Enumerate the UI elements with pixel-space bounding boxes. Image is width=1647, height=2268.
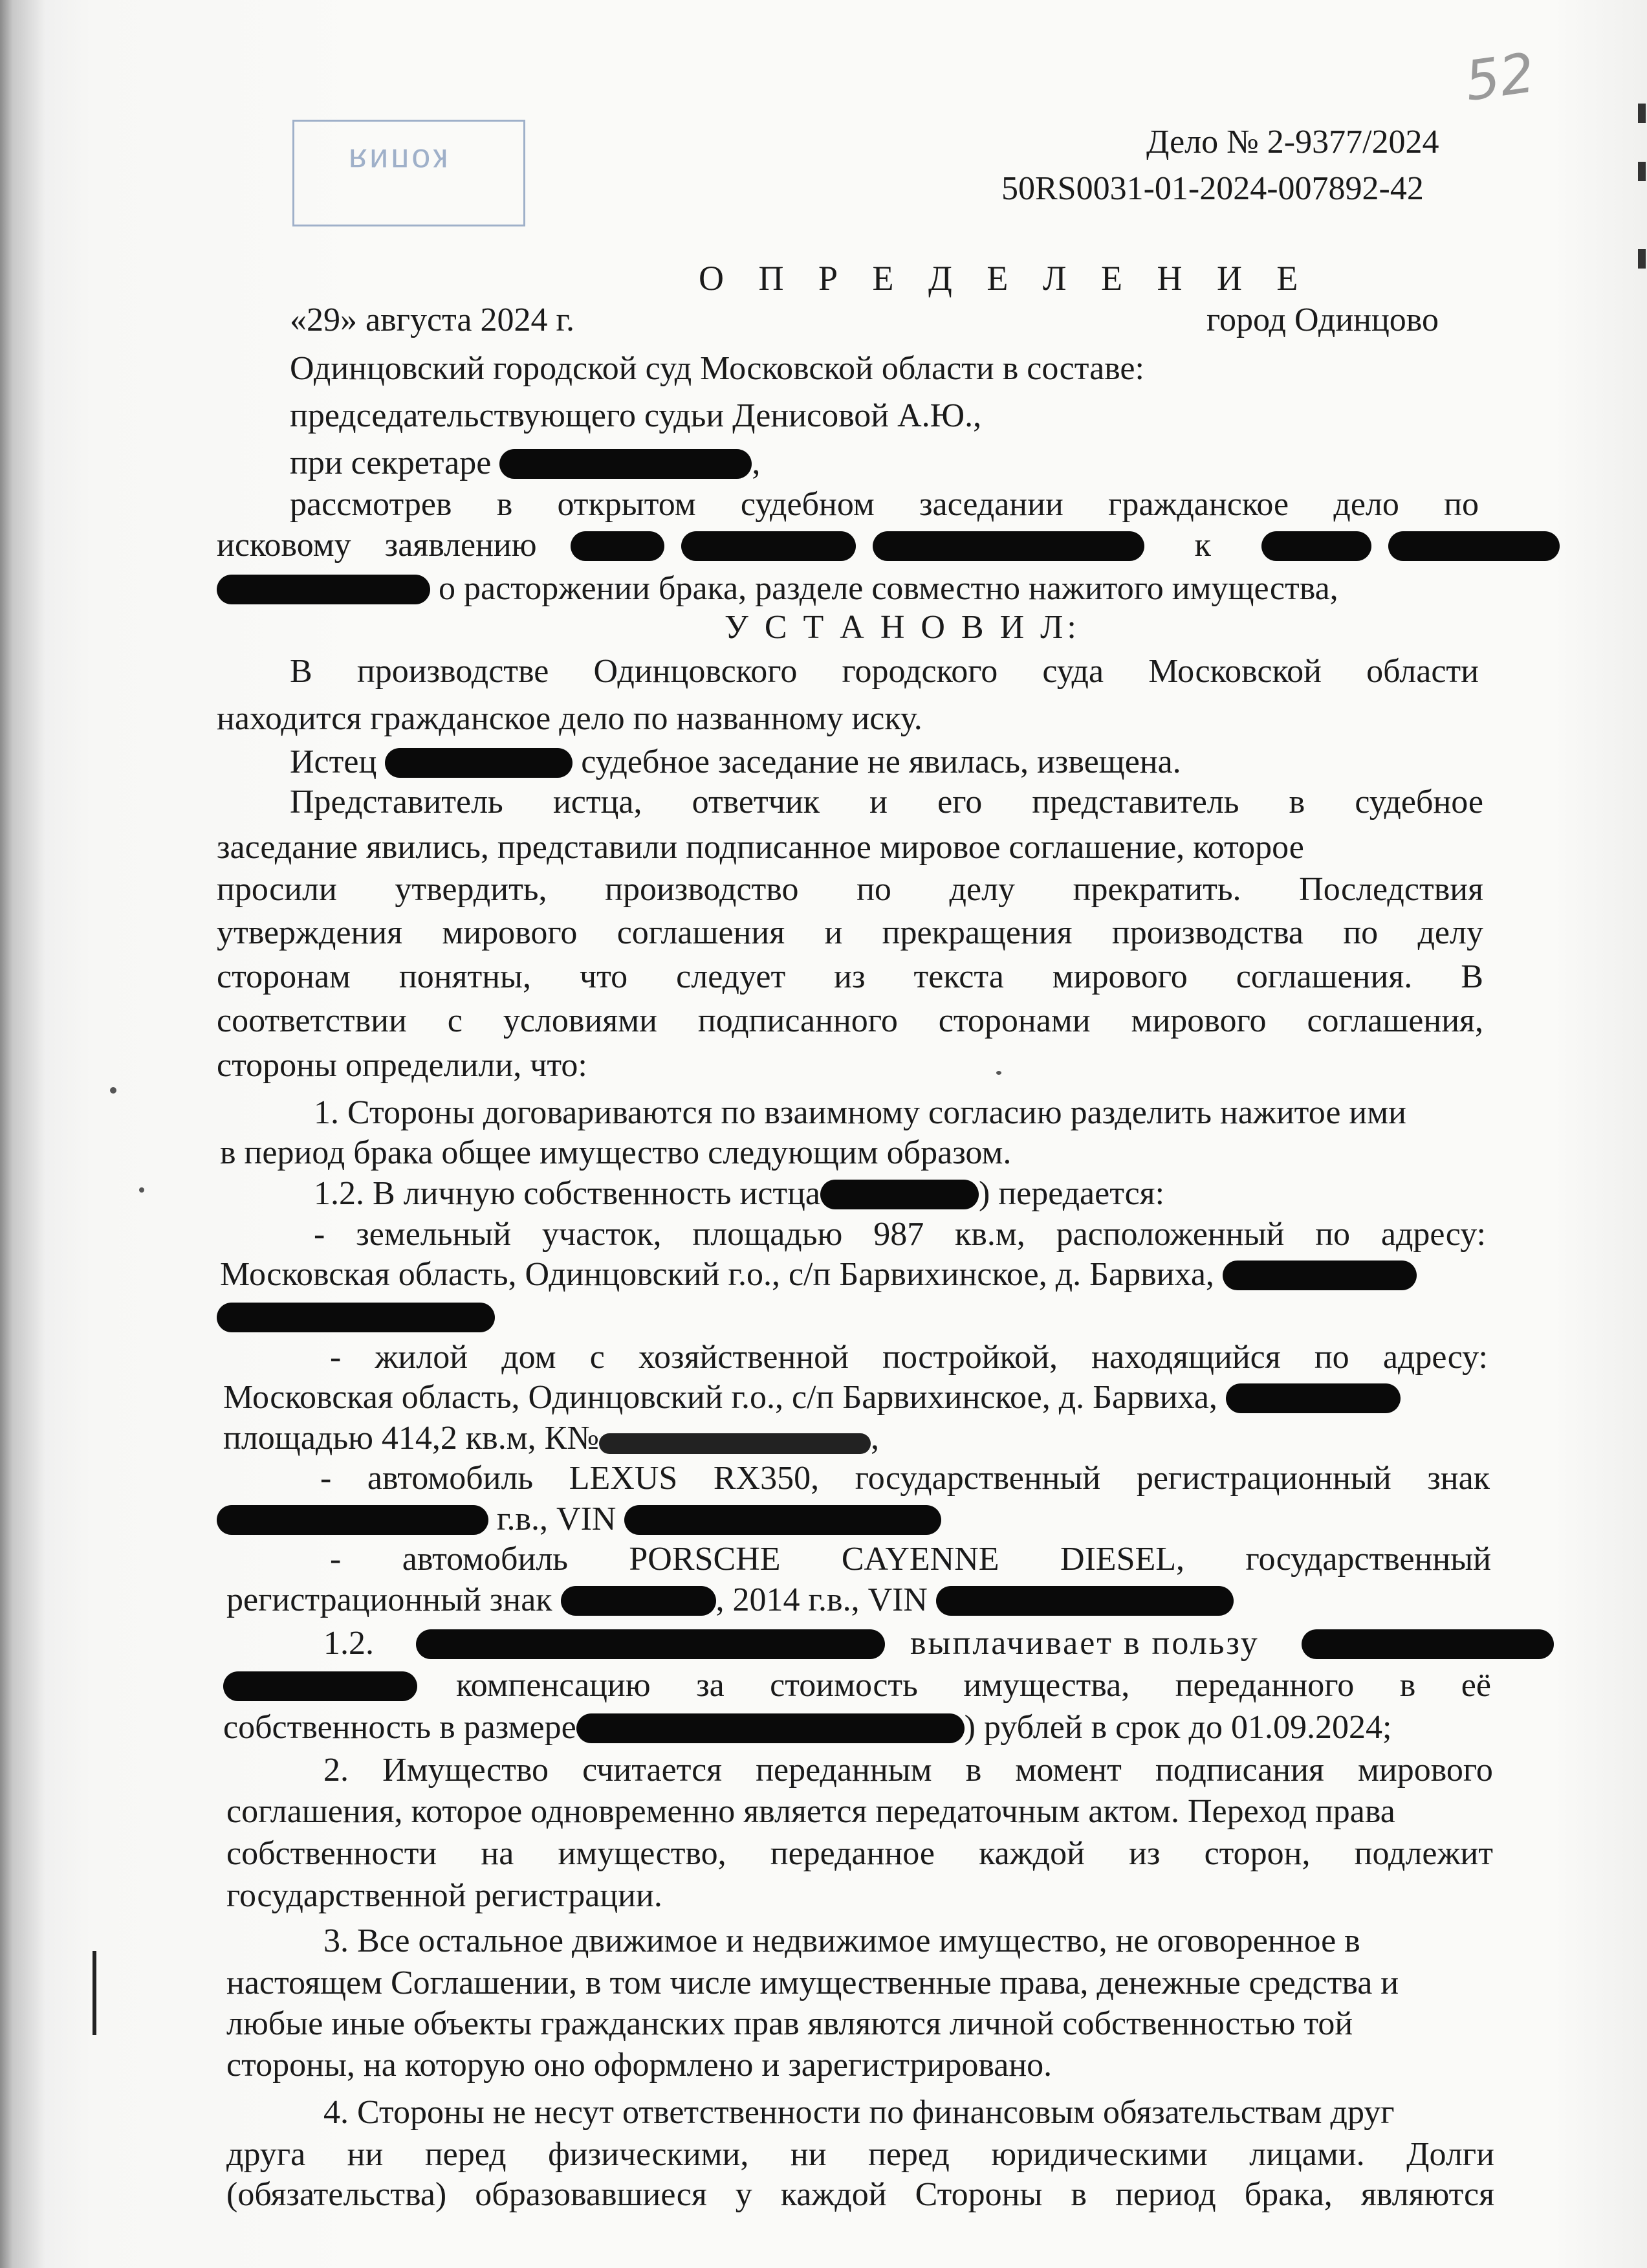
word: текста xyxy=(913,958,1004,995)
word: ни xyxy=(790,2136,827,2173)
p3-line5 xyxy=(217,958,1483,996)
land-line3 xyxy=(217,1297,495,1336)
word: дело xyxy=(1333,486,1399,523)
handwritten-page-number: 52 xyxy=(1461,41,1539,113)
word: просили xyxy=(217,871,337,908)
redaction xyxy=(820,1180,979,1209)
word: мирового xyxy=(442,914,578,951)
word: адресу: xyxy=(1382,1339,1488,1376)
word: в xyxy=(965,1752,982,1789)
binding-mark xyxy=(1638,104,1646,123)
word: собственности xyxy=(226,1835,437,1872)
word: автомобиль xyxy=(367,1460,534,1497)
p3-line6 xyxy=(217,1002,1483,1040)
redaction xyxy=(416,1629,885,1659)
case-id: 50RS0031-01-2024-007892-42 xyxy=(1001,170,1424,207)
word: считается xyxy=(582,1752,723,1789)
word: из xyxy=(1129,1835,1161,1872)
redaction xyxy=(217,575,430,604)
word: в xyxy=(1071,2176,1087,2213)
court-line: Одинцовский городской суд Московской области в составе: xyxy=(290,350,1144,387)
redaction xyxy=(1223,1261,1417,1290)
word: - xyxy=(330,1541,342,1578)
document-date: «29» августа 2024 г. xyxy=(290,302,574,338)
stamp-text: копия xyxy=(346,142,448,179)
word: являются xyxy=(1360,2176,1494,2213)
scan-edge-shadow xyxy=(0,0,45,2268)
pay-line2-redact xyxy=(223,1666,417,1705)
word: производстве xyxy=(356,653,549,690)
word: соглашения xyxy=(616,914,785,951)
word: государственный xyxy=(1245,1541,1491,1578)
land-line1 xyxy=(314,1215,1486,1254)
word: мирового xyxy=(1131,1002,1267,1039)
document-city: город Одинцово xyxy=(1206,302,1439,338)
word: мирового xyxy=(1052,958,1188,995)
word: суда xyxy=(1042,653,1104,690)
word: 2. xyxy=(323,1752,349,1789)
word: физическими, xyxy=(548,2136,749,2173)
word: период xyxy=(1115,2176,1216,2213)
judge-line: председательствующего судьи Денисовой А.Ю., xyxy=(290,397,982,434)
item2-line4: государственной регистрации. xyxy=(226,1877,662,1914)
word: с xyxy=(447,1002,463,1039)
p3-line3 xyxy=(217,870,1483,909)
p3-line2: заседание явились, представили подписанное мировое соглашение, которое xyxy=(217,829,1304,866)
scan-speck xyxy=(996,1071,1001,1075)
word: соответствии xyxy=(217,1002,407,1039)
word: кв.м, xyxy=(955,1216,1025,1253)
word: истца, xyxy=(552,784,642,820)
redaction xyxy=(223,1671,417,1701)
word: Долги xyxy=(1406,2136,1494,2173)
word: по xyxy=(856,871,891,908)
item2-line2: соглашения, которое одновременно является передаточным актом. Переход права xyxy=(226,1793,1395,1830)
item1-line1: 1. Стороны договариваются по взаимному согласию разделить нажитое ими xyxy=(314,1094,1406,1131)
word: на xyxy=(481,1835,514,1872)
word: в xyxy=(1289,784,1305,820)
word: гражданское xyxy=(1108,486,1289,523)
word: расположенный xyxy=(1056,1216,1285,1253)
word: Стороны xyxy=(915,2176,1043,2213)
copy-stamp xyxy=(292,120,525,226)
item1-line2: в период брака общее имущество следующим образом. xyxy=(220,1134,1012,1171)
word: компенсацию xyxy=(456,1667,651,1704)
redaction xyxy=(599,1433,871,1454)
word: что xyxy=(579,958,628,995)
scan-speck xyxy=(110,1087,116,1094)
word: по xyxy=(1315,1216,1351,1253)
case-number: Дело № 2-9377/2024 xyxy=(1146,124,1439,160)
word: сторонами xyxy=(938,1002,1091,1039)
redaction xyxy=(873,531,1144,561)
word: земельный xyxy=(356,1216,512,1253)
word: переданного xyxy=(1175,1667,1355,1704)
pay-line2 xyxy=(456,1666,1491,1705)
word: производства xyxy=(1111,914,1304,951)
word: по xyxy=(1314,1339,1349,1376)
word: стоимость xyxy=(770,1667,918,1704)
subject-line: о расторжении брака, разделе совместно нажитого имущества, xyxy=(217,569,1338,608)
word: и xyxy=(869,784,888,820)
word: прекратить. xyxy=(1073,871,1241,908)
word: дом xyxy=(501,1339,556,1376)
redaction xyxy=(681,531,856,561)
word: знак xyxy=(1427,1460,1490,1497)
word: производство xyxy=(605,871,799,908)
porsche-line1 xyxy=(330,1540,1491,1579)
item4-line1: 4. Стороны не несут ответственности по финансовым обязательствам друг xyxy=(323,2094,1395,2131)
word: следует xyxy=(676,958,786,995)
word: перед xyxy=(868,2136,950,2173)
word: друга xyxy=(226,2136,306,2173)
plaintiff-line: Истец судебное заседание не явилась, извещена. xyxy=(290,743,1181,780)
word: рассмотрев xyxy=(290,486,452,523)
word: каждой xyxy=(780,2176,887,2213)
word: сторонам xyxy=(217,958,351,995)
word: 987 xyxy=(873,1216,924,1253)
word: перед xyxy=(424,2136,507,2173)
item4-line3 xyxy=(226,2175,1494,2214)
word: адресу: xyxy=(1380,1216,1486,1253)
word: В xyxy=(290,653,312,690)
word: сторон, xyxy=(1204,1835,1311,1872)
secretary-line: при секретаре , xyxy=(290,445,761,481)
redaction xyxy=(1388,531,1560,561)
word: делу xyxy=(1417,914,1483,951)
word: момент xyxy=(1015,1752,1122,1789)
word: жилой xyxy=(375,1339,468,1376)
word: соглашения, xyxy=(1307,1002,1483,1039)
redaction xyxy=(1226,1383,1401,1413)
word: DIESEL, xyxy=(1060,1541,1185,1578)
word: В xyxy=(1461,958,1483,995)
house-line2: Московская область, Одинцовский г.о., с/п Барвихинское, д. Барвиха, xyxy=(223,1378,1401,1417)
land-line2: Московская область, Одинцовский г.о., с/п Барвихинское, д. Барвиха, xyxy=(220,1255,1417,1294)
p1-line2: находится гражданское дело по названному иску. xyxy=(217,700,922,737)
word: ни xyxy=(347,2136,384,2173)
redaction xyxy=(499,449,752,479)
redaction xyxy=(1302,1629,1554,1659)
word: (обязательства) xyxy=(226,2176,447,2213)
pay-line3: собственность в размере ) рублей в срок до 01.09.2024; xyxy=(223,1709,1392,1746)
word: государственный xyxy=(855,1460,1101,1497)
word: - xyxy=(314,1216,325,1253)
word: автомобиль xyxy=(402,1541,568,1578)
word: подписанного xyxy=(697,1002,898,1039)
word: прекращения xyxy=(882,914,1073,951)
word: условиями xyxy=(503,1002,657,1039)
word: заседании xyxy=(919,486,1063,523)
word: утвердить, xyxy=(395,871,547,908)
word: по xyxy=(1343,914,1379,951)
word: области xyxy=(1366,653,1479,690)
p1-line1 xyxy=(290,652,1479,691)
item2-line1 xyxy=(323,1751,1493,1790)
word: в xyxy=(496,486,513,523)
porsche-line2: регистрационный знак , 2014 г.в., VIN xyxy=(226,1581,1234,1620)
word: LEXUS xyxy=(569,1460,678,1497)
word: находящийся xyxy=(1091,1339,1281,1376)
word: утверждения xyxy=(217,914,403,951)
word: Последствия xyxy=(1299,871,1483,908)
word: подлежит xyxy=(1354,1835,1493,1872)
item3-line3: любые иные объекты гражданских прав являются личной собственностью той xyxy=(226,2005,1353,2042)
word: у xyxy=(735,2176,752,2213)
word: соглашения. xyxy=(1236,958,1413,995)
p3-line7: стороны определили, что: xyxy=(217,1047,587,1084)
word: судебном xyxy=(740,486,875,523)
lexus-line2: г.в., VIN xyxy=(217,1500,941,1539)
word: - xyxy=(320,1460,332,1497)
word: делу xyxy=(949,871,1016,908)
pay-line1: 1.2. выплачивает в пользу xyxy=(323,1624,1554,1663)
redaction xyxy=(217,1303,495,1332)
redaction xyxy=(561,1586,716,1616)
established-heading: У С Т А Н О В И Л: xyxy=(725,609,1080,646)
word: CAYENNE xyxy=(841,1541,999,1578)
item4-line2 xyxy=(226,2135,1494,2174)
redaction xyxy=(571,531,664,561)
word: регистрационный xyxy=(1136,1460,1391,1497)
item3-line2: настоящем Соглашении, в том числе имущественные права, денежные средства и xyxy=(226,1965,1399,2001)
word: хозяйственной xyxy=(638,1339,849,1376)
word: его xyxy=(937,784,983,820)
word: имущества, xyxy=(963,1667,1130,1704)
word: участок, xyxy=(541,1216,662,1253)
word: судебное xyxy=(1355,784,1483,820)
consider-line xyxy=(290,485,1479,524)
word: открытом xyxy=(557,486,696,523)
redaction xyxy=(217,1505,488,1535)
word: мирового xyxy=(1357,1752,1493,1789)
scan-speck xyxy=(139,1187,144,1193)
word: каждой xyxy=(979,1835,1085,1872)
word: Представитель xyxy=(290,784,503,820)
word: и xyxy=(824,914,843,951)
word: подписания xyxy=(1155,1752,1324,1789)
redaction xyxy=(576,1713,965,1743)
lexus-line1 xyxy=(320,1459,1490,1498)
word: переданное xyxy=(770,1835,935,1872)
word: имущество, xyxy=(558,1835,726,1872)
word: с xyxy=(589,1339,605,1376)
word: по xyxy=(1444,486,1479,523)
house-line3: площадью 414,2 кв.м, К№ , xyxy=(223,1420,879,1457)
word: за xyxy=(696,1667,725,1704)
word: юридическими xyxy=(991,2136,1208,2173)
word: RX350, xyxy=(713,1460,820,1497)
p3-line1 xyxy=(290,783,1483,822)
word: городского xyxy=(842,653,998,690)
word: представитель xyxy=(1032,784,1239,820)
item2-line3 xyxy=(226,1834,1493,1873)
p3-line4 xyxy=(217,914,1483,952)
word: PORSCHE xyxy=(629,1541,781,1578)
word: понятны, xyxy=(398,958,531,995)
word: её xyxy=(1461,1667,1491,1704)
word: переданным xyxy=(756,1752,932,1789)
word: образовавшиеся xyxy=(475,2176,707,2213)
item3-line1: 3. Все остальное движимое и недвижимое имущество, не оговоренное в xyxy=(323,1922,1360,1959)
word: постройкой, xyxy=(882,1339,1058,1376)
redaction xyxy=(624,1505,941,1535)
margin-mark xyxy=(93,1951,96,2035)
word: Одинцовского xyxy=(593,653,798,690)
document-title: О П Р Е Д Е Л Е Н И Е xyxy=(699,259,1311,298)
claim-line: исковому заявлению к xyxy=(217,526,1560,565)
word: - xyxy=(330,1339,342,1376)
word: Имущество xyxy=(382,1752,549,1789)
word: ответчик xyxy=(692,784,820,820)
item12-line: 1.2. В личную собственность истца ) передается: xyxy=(314,1175,1165,1212)
word: площадью xyxy=(692,1216,843,1253)
word: лицами. xyxy=(1249,2136,1365,2173)
redaction xyxy=(385,748,573,778)
word: брака, xyxy=(1244,2176,1333,2213)
redaction xyxy=(1261,531,1371,561)
binding-mark xyxy=(1638,162,1646,181)
item3-line4: стороны, на которую оно оформлено и зарегистрировано. xyxy=(226,2047,1053,2084)
word: Московской xyxy=(1148,653,1322,690)
house-line1 xyxy=(330,1338,1488,1377)
redaction xyxy=(936,1586,1234,1616)
word: в xyxy=(1399,1667,1416,1704)
word: из xyxy=(834,958,866,995)
binding-mark xyxy=(1638,249,1646,269)
